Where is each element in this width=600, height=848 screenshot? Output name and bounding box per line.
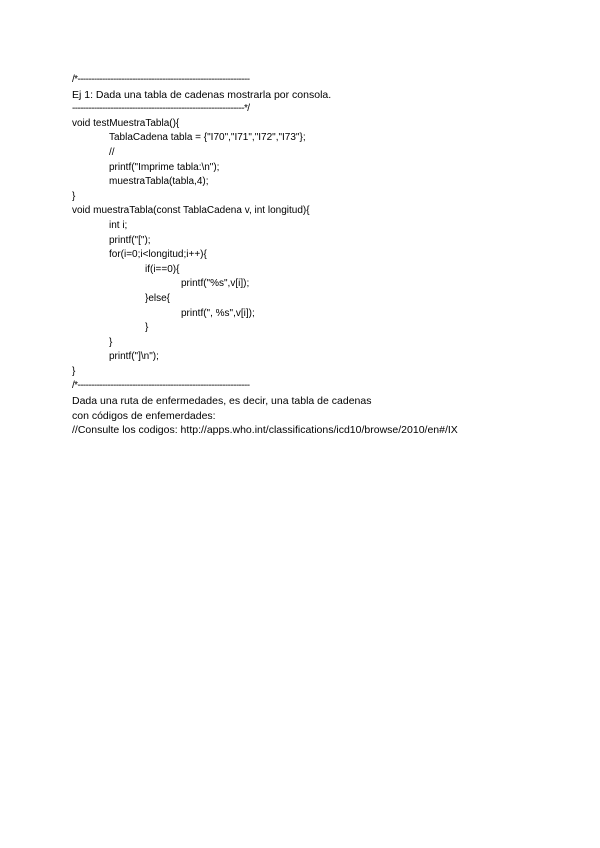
code-line: printf(", %s",v[i]);: [181, 307, 255, 319]
code-line: for(i=0;i<longitud;i++){: [109, 249, 207, 261]
code-line: }else{: [145, 292, 171, 304]
function-header-line: void muestraTabla(const TablaCadena v, int longitud){: [72, 205, 310, 217]
code-line: }: [109, 336, 113, 348]
code-line: int i;: [109, 219, 128, 231]
comment-open-line: /*---------------------------------------------------------------: [72, 380, 250, 392]
comment-open-line: /*---------------------------------------------------------------: [72, 74, 250, 85]
code-line: }: [72, 190, 76, 202]
code-line: }: [72, 365, 76, 377]
code-line: muestraTabla(tabla,4);: [109, 176, 209, 188]
description-line: Dada una ruta de enfermedades, es decir, una tabla de cadenas: [72, 395, 372, 408]
code-line: printf("%s",v[i]);: [181, 278, 250, 290]
code-line: if(i==0){: [145, 263, 180, 275]
code-line: TablaCadena tabla = {"I70","I71","I72","I73"};: [109, 132, 306, 144]
code-line: //: [109, 146, 115, 158]
description-line: con códigos de enfemerdades:: [72, 409, 216, 422]
code-block: [72, 73, 592, 438]
code-line: printf("[");: [109, 234, 151, 246]
code-line: printf("Imprime tabla:\n");: [109, 161, 220, 173]
code-line: }: [145, 322, 149, 334]
code-line: printf("]\n");: [109, 351, 159, 363]
url-comment-line: //Consulte los codigos: http://apps.who.int/classifications/icd10/browse/2010/en#/IX: [72, 424, 458, 437]
exercise-title-line: Ej 1: Dada una tabla de cadenas mostrarla por consola.: [72, 88, 332, 101]
function-header-line: void testMuestraTabla(){: [72, 117, 180, 129]
comment-close-line: ---------------------------------------------------------------*/: [72, 103, 250, 115]
